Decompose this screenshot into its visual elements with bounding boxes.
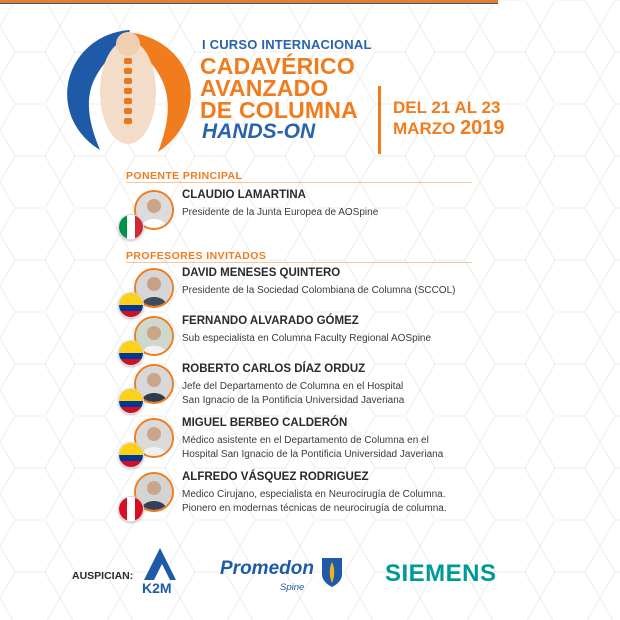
colombia-flag-icon — [118, 442, 144, 468]
peru-flag-icon — [118, 496, 144, 522]
speaker-name: CLAUDIO LAMARTINA — [182, 189, 306, 201]
guest-name: ROBERTO CARLOS DÍAZ ORDUZ — [182, 363, 366, 375]
course-label: I CURSO INTERNACIONAL — [202, 37, 372, 52]
hands-on-subtitle: HANDS-ON — [202, 120, 316, 143]
date-month-year — [393, 117, 505, 140]
guest-name: ALFREDO VÁSQUEZ RODRIGUEZ — [182, 471, 369, 483]
sponsors-bar — [0, 540, 620, 620]
promedon-logo-text: Promedon — [220, 558, 314, 579]
title-line-2: AVANZADO — [200, 75, 329, 101]
promedon-shield-icon — [320, 556, 344, 588]
guest-role: Sub especialista en Columna Faculty Regional AOSpine — [182, 333, 432, 344]
header-divider — [378, 86, 381, 154]
guest-role: Presidente de la Sociedad Colombiana de Columna (SCCOL) — [182, 285, 456, 296]
guest-role: Jefe del Departamento de Columna en el Hospital San Ignacio de la Pontificia Universidad Javeriana — [182, 381, 405, 406]
guest-name: FERNANDO ALVARADO GÓMEZ — [182, 315, 359, 327]
main-speaker-divider — [126, 182, 472, 183]
colombia-flag-icon — [118, 388, 144, 414]
guest-name: DAVID MENESES QUINTERO — [182, 267, 341, 279]
italy-flag-icon — [118, 214, 144, 240]
k2m-logo-text: K2M — [142, 580, 172, 596]
date-year: 2019 — [460, 117, 505, 139]
date-month: MARZO — [393, 119, 456, 138]
spine-body-logo-icon — [60, 26, 198, 158]
guest-role: Medico Cirujano, especialista en Neurocirugía de Columna. Pionero en modernas técnicas de neurocirugía de columna. — [182, 489, 447, 514]
date-range: DEL 21 AL 23 — [393, 98, 501, 117]
title-line-1: CADAVÉRICO — [200, 53, 355, 79]
colombia-flag-icon — [118, 292, 144, 318]
guest-role: Médico asistente en el Departamento de Columna en el Hospital San Ignacio de la Pontificia Universidad Javeriana — [182, 435, 444, 460]
colombia-flag-icon — [118, 340, 144, 366]
guest-name: MIGUEL BERBEO CALDERÓN — [182, 417, 348, 429]
guest-professors-heading: PROFESORES INVITADOS — [126, 250, 267, 262]
title-line-3: DE COLUMNA — [200, 97, 358, 123]
speaker-role: Presidente de la Junta Europea de AOSpine — [182, 207, 379, 218]
sponsors-label: AUSPICIAN: — [72, 570, 134, 582]
top-blue-line — [0, 3, 498, 4]
main-speaker-heading: PONENTE PRINCIPAL — [126, 170, 243, 182]
promedon-spine-text: Spine — [280, 582, 305, 593]
guest-professors-divider — [126, 262, 472, 263]
siemens-logo-text: SIEMENS — [385, 560, 497, 587]
